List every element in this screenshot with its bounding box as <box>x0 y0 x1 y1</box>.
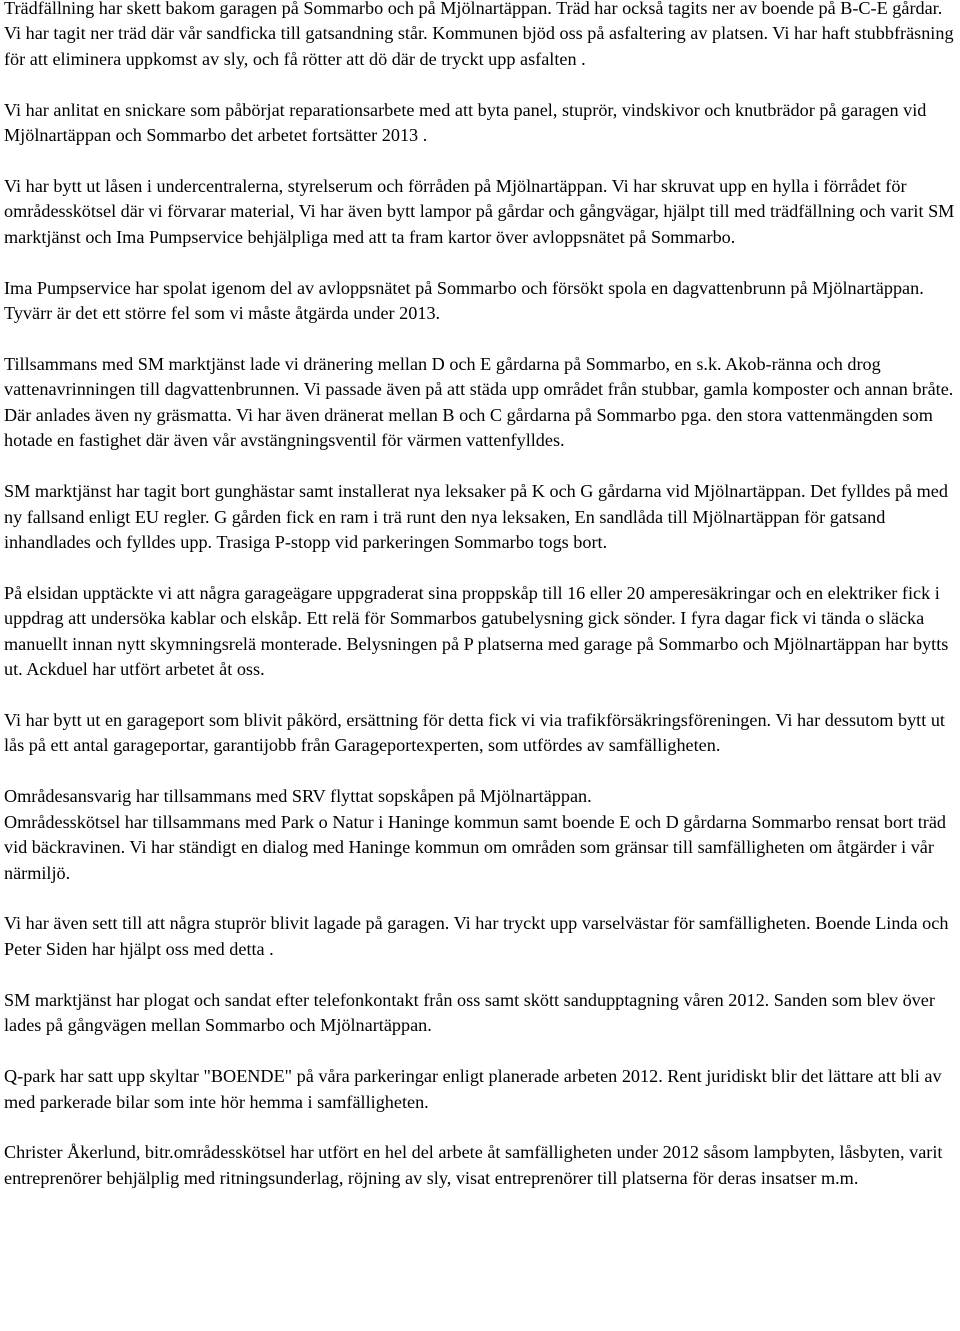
paragraph-drainage: Tillsammans med SM marktjänst lade vi dränering mellan D och E gårdarna på Sommarbo, en s.k. Akob-ränna och drog vattenavrinningen till dagvattenbrunnen. Vi passade även på att städa upp området från stubbar, gamla komposter och annan bråte. Där anlades även ny gräsmatta. Vi har även dränerat mellan B och C gårdarna på Sommarbo pga. den stora vattenmängden som hotade en fastighet där även vår avstängningsventil för värmen vattenfylldes. <box>4 354 954 451</box>
paragraph-snow-sand: SM marktjänst har plogat och sandat efter telefonkontakt från oss samt skött sandupptagning våren 2012. Sanden som blev över lades på gångvägen mellan Sommarbo och Mjölnartäppan. <box>4 989 935 1036</box>
paragraph-gutters-vests: Vi har även sett till att några stuprör blivit lagade på garagen. Vi har tryckt upp varselvästar för samfälligheten. Boende Linda och Peter Siden har hjälpt oss med detta . <box>4 913 949 959</box>
paragraph-sewer-flushing: Ima Pumpservice har spolat igenom del av avloppsnätet på Sommarbo och försökt spola en dagvattenbrunn på Mjölnartäppan. Tyvärr är det ett större fel som vi måste åtgärda under 2013. <box>4 277 924 324</box>
paragraph-locks-and-lamps: Vi har bytt ut låsen i undercentralerna, styrelserum och förråden på Mjölnartäppan. Vi har skruvat upp en hylla i förrådet för områdesskötsel där vi förvarar material, Vi har även bytt lampor på gårdar och gångvägar, hjälpt till med trädfällning och varit SM marktjänst och Ima Pumpservice behjälpliga med att ta fram kartor över avloppsnätet på Sommarbo. <box>4 176 955 247</box>
paragraph-assistant-work: Christer Åkerlund, bitr.områdesskötsel har utfört en hel del arbete åt samfälligheten under 2012 såsom lampbyten, låsbyten, varit entreprenörer behjälplig med ritningsunderlag, röjning av sly, visat entreprenörer till platserna för deras insatser m.m. <box>4 1142 943 1188</box>
paragraph-carpenter-repairs: Vi har anlitat en snickare som påbörjat reparationsarbete med att byta panel, stuprör, vindskivor och knutbrädor på garagen vid Mjölnartäppan och Sommarbo det arbetet fortsätter 2013 . <box>4 99 927 146</box>
paragraph-garage-door: Vi har bytt ut en garageport som blivit påkörd, ersättning för detta fick vi via trafikförsäkringsföreningen. Vi har dessutom bytt ut lås på ett antal garageportar, garantijobb från Garageportexperten, som utfördes av samfälligheten. <box>4 710 945 756</box>
paragraph-waste-cabinets: Områdesansvarig har tillsammans med SRV flyttat sopskåpen på Mjölnartäppan. <box>4 786 592 807</box>
paragraph-tree-felling: Trädfällning har skett bakom garagen på Sommarbo och på Mjölnartäppan. Träd har också tagits ner av boende på B-C-E gårdar. Vi har tagit ner träd där vår sandficka till gatsandning står. Kommunen bjöd oss på asfaltering av platsen. Vi har haft stubbfräsning för att eliminera uppkomst av sly, och få rötter att dö där de tryckt upp asfalten . <box>4 0 954 69</box>
paragraph-playground: SM marktjänst har tagit bort gunghästar samt installerat nya leksaker på K och G gårdarna vid Mjölnartäppan. Det fylldes på med ny fallsand enligt EU regler. G gården fick en ram i trä runt den nya leksaken, En sandlåda till Mjölnartäppan för gatsand inhandlades och fylldes upp. Trasiga P-stopp vid parkeringen Sommarbo togs bort. <box>4 481 948 552</box>
paragraph-ravine-clearing: Områdesskötsel har tillsammans med Park o Natur i Haninge kommun samt boende E och D gårdarna Sommarbo rensat bort träd vid bäckravinen. Vi har ständigt en dialog med Haninge kommun om områden som gränsar till samfälligheten om åtgärder i vår närmiljö. <box>4 811 946 883</box>
paragraph-electrical: På elsidan upptäckte vi att några garageägare uppgraderat sina proppskåp till 16 eller 20 amperesäkringar och en elektriker fick i uppdrag att undersöka kablar och elskåp. Ett relä för Sommarbos gatubelysning gick sönder. I fyra dagar fick vi tända o släcka manuellt innan nytt skymningsrelä monterade. Belysningen på P platserna med garage på Sommarbo och Mjölnartäppan har bytts ut. Ackduel har utfört arbetet åt oss. <box>4 582 949 680</box>
paragraph-parking-signs: Q-park har satt upp skyltar "BOENDE" på våra parkeringar enligt planerade arbeten 2012. Rent juridiskt blir det lättare att bli av med parkerade bilar som inte hör hemma i samfälligheten. <box>4 1066 942 1112</box>
document-body <box>4 0 956 1217</box>
